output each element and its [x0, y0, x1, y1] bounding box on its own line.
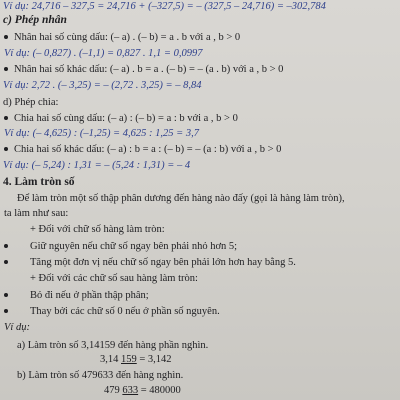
rule-multiply-same-sign-text: Nhân hai số cùng dấu: (– a) . (– b) = a . b với a , b > 0 — [14, 32, 241, 43]
bullet-icon — [4, 260, 8, 264]
rounding-replace — [4, 305, 220, 318]
bullet-icon — [4, 116, 8, 120]
rule-divide-same-sign — [4, 112, 238, 125]
rounding-drop-text: Bỏ đi nếu ở phần thập phân; — [30, 290, 149, 301]
rule-divide-diff-sign — [4, 143, 281, 156]
rule-multiply-diff-sign — [4, 63, 283, 76]
rounding-increase-text: Tăng một đơn vị nếu chữ số ngay bên phải lớn hơn hay bằng 5. — [30, 257, 296, 268]
rounding-result-b — [104, 384, 181, 397]
rounding-keep-text: Giữ nguyên nếu chữ số ngay bên phải nhỏ hơn 5; — [30, 241, 238, 252]
rounding-result-b-prefix: 479 — [104, 385, 123, 396]
example-subtraction — [3, 0, 326, 13]
rounding-result-b-underlined: 633 — [122, 385, 139, 396]
rounding-step-after: + Đối với các chữ số sau hàng làm tròn: — [30, 273, 198, 284]
example-divide-diff-sign: Ví dụ: (– 5,24) : 1,31 = – (5,24 : 1,31) = – 4 — [3, 160, 191, 171]
rounding-result-b-suffix: = 480000 — [138, 385, 181, 396]
rule-multiply-diff-sign-text: Nhân hai số khác dấu: (– a) . b = a . (– b) = – (a . b) với a , b > 0 — [14, 64, 284, 75]
rounding-step-digit: + Đối với chữ số hàng làm tròn: — [30, 224, 165, 235]
bullet-icon — [4, 35, 8, 39]
rounding-result-a-suffix: = 3,142 — [136, 354, 172, 365]
rounding-replace-text: Thay bởi các chữ số 0 nếu ở phần số nguyên. — [30, 306, 220, 317]
rounding-example-a: a) Làm tròn số 3,14159 đến hàng phần nghìn. — [17, 340, 209, 351]
bullet-icon — [4, 293, 8, 297]
rounding-example-b: b) Làm tròn số 479633 đến hàng nghìn. — [17, 370, 184, 381]
rounding-intro: Để làm tròn một số thập phân dương đến hàng nào đấy (gọi là hàng làm tròn), — [17, 193, 345, 204]
rounding-increase — [4, 256, 296, 269]
rule-divide-same-sign-text: Chia hai số cùng dấu: (– a) : (– b) = a : b với a , b > 0 — [14, 113, 238, 124]
example-subtraction-text: Ví dụ: 24,716 – 327,5 = 24,716 + (–327,5) = – (327,5 – 24,716) = –302,784 — [3, 1, 326, 12]
rounding-intro-continued: ta làm như sau: — [4, 208, 69, 219]
example-multiply-same-sign: Ví dụ: (– 0,827) . (–1,1) = 0,827 . 1,1 = 0,0997 — [4, 48, 203, 59]
bullet-icon — [4, 244, 8, 248]
rule-divide-diff-sign-text: Chia hai số khác dấu: (– a) : b = a : (– b) = – (a : b) với a , b > 0 — [14, 144, 282, 155]
rounding-drop — [4, 289, 149, 302]
bullet-icon — [4, 67, 8, 71]
rounding-keep — [4, 240, 237, 253]
bullet-icon — [4, 147, 8, 151]
heading-rounding: 4. Làm tròn số — [3, 176, 75, 188]
example-divide-same-sign: Ví dụ: (– 4,625) : (–1,25) = 4,625 : 1,25 = 3,7 — [4, 128, 199, 139]
heading-multiplication: c) Phép nhân — [3, 14, 67, 26]
rounding-result-a-prefix: 3,14 — [100, 354, 121, 365]
heading-division: d) Phép chia: — [3, 97, 59, 108]
rounding-result-a — [100, 353, 172, 366]
bullet-icon — [4, 309, 8, 313]
example-multiply-diff-sign: Ví dụ: 2,72 . (– 3,25) = – (2,72 . 3,25) = – 8,84 — [3, 80, 202, 91]
rule-multiply-same-sign — [4, 31, 240, 44]
rounding-example-label: Ví dụ: — [4, 322, 30, 333]
rounding-result-a-underlined: 159 — [121, 354, 137, 365]
